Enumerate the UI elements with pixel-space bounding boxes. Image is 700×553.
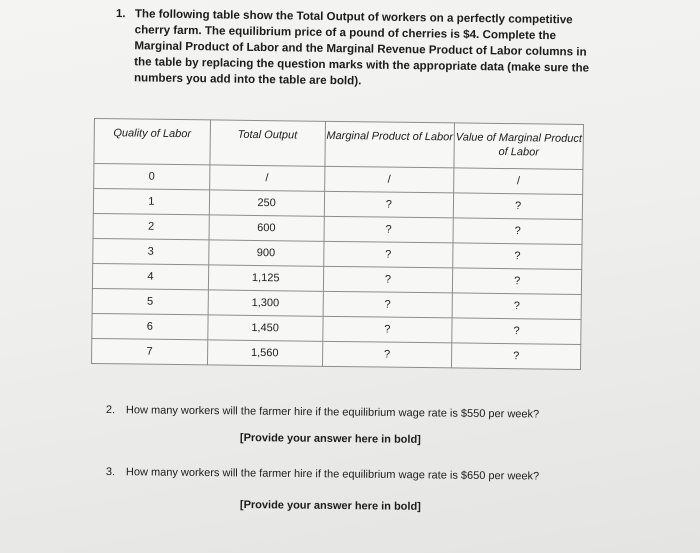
header-marginal-product: Marginal Product of Labor <box>324 121 454 168</box>
question-2 <box>106 403 626 422</box>
cell-total-output: 900 <box>208 240 323 266</box>
cell-total-output: 1,560 <box>207 340 322 366</box>
question-2-text: How many workers will the farmer hire if the equilibrium wage rate is $550 per week? <box>125 404 540 421</box>
cell-labor: 6 <box>92 313 208 339</box>
cell-marginal-product[interactable]: ? <box>324 191 454 218</box>
cell-value-marginal-product[interactable]: ? <box>453 268 582 295</box>
question-1 <box>115 6 596 93</box>
cell-value-marginal-product[interactable]: ? <box>453 218 582 245</box>
question-1-number: 1. <box>115 6 126 21</box>
question-3 <box>106 465 626 484</box>
question-2-answer[interactable]: [Provide your answer here in bold] <box>239 432 421 446</box>
cell-total-output: 1,300 <box>208 290 323 316</box>
header-total-output: Total Output <box>210 120 325 166</box>
cell-value-marginal-product[interactable]: ? <box>453 243 582 270</box>
cell-value-marginal-product[interactable]: ? <box>452 318 581 345</box>
table-row <box>92 338 581 369</box>
cell-total-output: / <box>209 165 324 191</box>
question-3-number: 3. <box>105 465 116 479</box>
question-2-number: 2. <box>105 403 116 417</box>
cell-total-output: 1,450 <box>208 315 323 341</box>
cell-marginal-product[interactable]: ? <box>323 291 453 318</box>
labor-output-table <box>91 118 584 370</box>
question-3-answer[interactable]: [Provide your answer here in bold] <box>239 499 421 513</box>
cell-labor: 4 <box>92 263 208 289</box>
cell-marginal-product[interactable]: ? <box>324 216 454 243</box>
cell-labor: 1 <box>93 189 209 215</box>
cell-total-output: 250 <box>209 190 324 216</box>
cell-marginal-product[interactable]: ? <box>322 316 452 343</box>
table-header-row <box>94 119 584 170</box>
cell-marginal-product[interactable]: ? <box>323 266 453 293</box>
cell-value-marginal-product[interactable]: / <box>454 168 583 195</box>
cell-labor: 3 <box>93 238 209 264</box>
cell-marginal-product[interactable]: / <box>324 166 454 193</box>
header-value-marginal-product: Value of Marginal Product of Labor <box>454 123 583 170</box>
cell-marginal-product[interactable]: ? <box>322 341 452 368</box>
cell-value-marginal-product[interactable]: ? <box>452 293 581 320</box>
cell-labor: 0 <box>94 164 210 190</box>
cell-total-output: 600 <box>209 215 324 241</box>
question-1-text: The following table show the Total Output of workers on a perfectly competitive cherry farm. The equilibrium price of a pound of cherries is $4. Complete the Marginal Product of Labor and the Marginal Revenue Product of Labor columns in the table by replacing the question marks with the appropriate data (make sure the numbers you add into the table are bold). <box>133 7 590 88</box>
cell-value-marginal-product[interactable]: ? <box>452 343 581 370</box>
cell-labor: 2 <box>93 213 209 239</box>
question-3-text: How many workers will the farmer hire if the equilibrium wage rate is $650 per week? <box>125 466 540 483</box>
cell-labor: 5 <box>92 288 208 314</box>
cell-total-output: 1,125 <box>208 265 323 291</box>
cell-marginal-product[interactable]: ? <box>323 241 453 268</box>
header-quality-of-labor: Quality of Labor <box>94 119 210 165</box>
cell-labor: 7 <box>92 338 208 364</box>
cell-value-marginal-product[interactable]: ? <box>454 193 583 220</box>
